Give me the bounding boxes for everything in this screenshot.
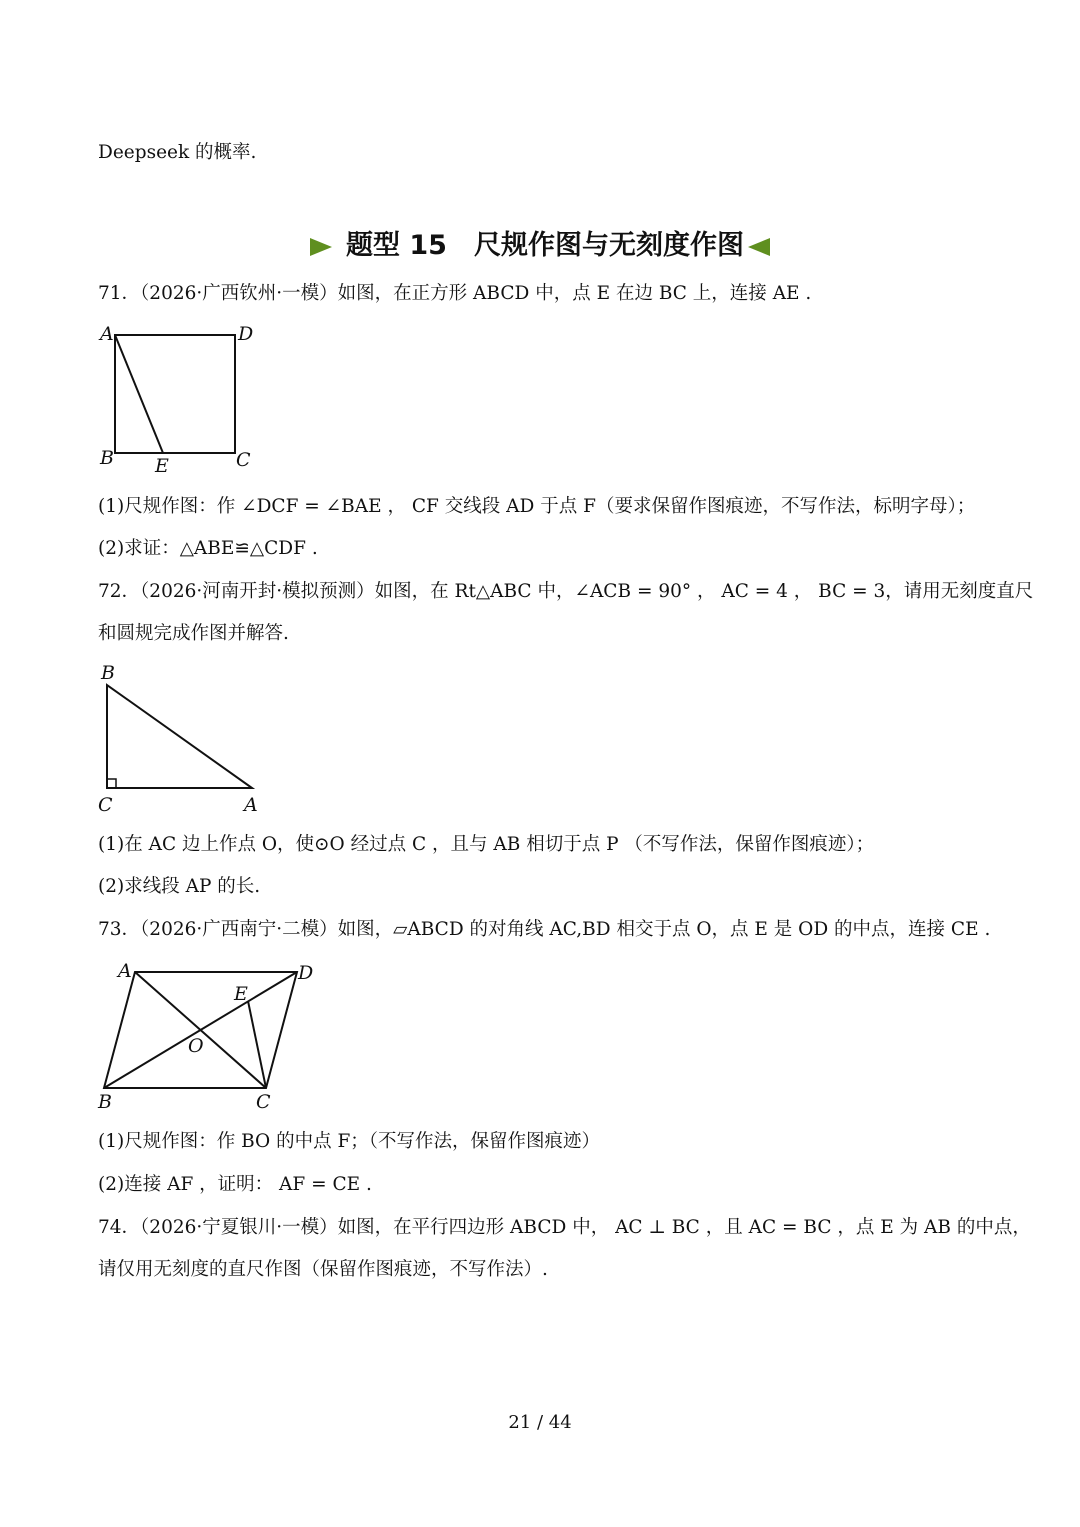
label-e: E bbox=[234, 983, 248, 1005]
label-a: A bbox=[244, 794, 258, 816]
problem-text: （2026·宁夏银川·一模）如图，在平行四边形 ABCD 中， AC ⊥ BC ，且 AC = BC ，点 E 为 AB 的中点， bbox=[140, 1217, 1031, 1238]
section-title bbox=[0, 226, 1080, 266]
label-d: D bbox=[298, 962, 314, 984]
label-c: C bbox=[98, 794, 113, 816]
problem-74-stem-line-1 bbox=[98, 1215, 1031, 1241]
problem-number: 72． bbox=[98, 581, 141, 602]
label-d: D bbox=[238, 323, 254, 345]
label-c: C bbox=[256, 1091, 271, 1113]
problem-74-stem-line-2: 请仅用无刻度的直尺作图（保留作图痕迹，不写作法）. bbox=[98, 1259, 548, 1280]
label-c: C bbox=[236, 449, 251, 471]
problem-72-stem-line-1 bbox=[98, 579, 1033, 605]
problem-text: （2026·河南开封·模拟预测）如图，在 Rt△ABC 中，∠ACB = 90° ， AC = 4 ， BC = 3，请用无刻度直尺 bbox=[140, 581, 1034, 602]
label-b: B bbox=[98, 1091, 112, 1113]
diagonal-bd bbox=[104, 972, 297, 1088]
section-title-text: 题型 15 尺规作图与无刻度作图 bbox=[346, 230, 744, 261]
segment-ae bbox=[115, 335, 163, 453]
label-o: O bbox=[188, 1035, 204, 1057]
left-triangle-icon bbox=[748, 238, 770, 256]
right-angle-mark bbox=[107, 779, 116, 788]
triangle-abc bbox=[107, 685, 252, 788]
label-a: A bbox=[118, 960, 132, 982]
page-number: 21 / 44 bbox=[508, 1412, 572, 1433]
label-b: B bbox=[101, 662, 115, 684]
right-triangle-icon bbox=[310, 238, 332, 256]
problem-number: 73． bbox=[98, 919, 141, 940]
problem-72-stem-line-2: 和圆规完成作图并解答. bbox=[98, 623, 289, 644]
label-a: A bbox=[100, 323, 114, 345]
problem-72-part-2: (2)求线段 AP 的长. bbox=[98, 876, 261, 897]
problem-72-part-1: (1)在 AC 边上作点 O，使⊙O 经过点 C ，且与 AB 相切于点 P （不写作法，保留作图痕迹）； bbox=[98, 834, 875, 855]
problem-number: 74． bbox=[98, 1217, 141, 1238]
problem-number: 71． bbox=[98, 283, 141, 304]
label-e: E bbox=[155, 455, 169, 477]
figure-72-right-triangle bbox=[90, 655, 280, 820]
problem-73-part-1: (1)尺规作图：作 BO 的中点 F；（不写作法，保留作图痕迹） bbox=[98, 1131, 601, 1152]
problem-text: （2026·广西钦州·一模）如图，在正方形 ABCD 中，点 E 在边 BC 上，连接 AE . bbox=[140, 283, 812, 304]
problem-73-part-2: (2)连接 AF ，证明： AF = CE . bbox=[98, 1174, 372, 1195]
problem-71-stem bbox=[98, 281, 811, 307]
top-fragment: Deepseek 的概率. bbox=[98, 142, 257, 163]
figure-71-square bbox=[90, 320, 270, 480]
label-b: B bbox=[100, 447, 114, 469]
problem-text: （2026·广西南宁·二模）如图，▱ABCD 的对角线 AC,BD 相交于点 O，点 E 是 OD 的中点，连接 CE . bbox=[140, 919, 991, 940]
square-abcd bbox=[115, 335, 235, 453]
problem-71-part-2: (2)求证：△ABE≌△CDF . bbox=[98, 538, 318, 559]
figure-73-parallelogram bbox=[90, 955, 330, 1115]
problem-71-part-1: (1)尺规作图：作 ∠DCF = ∠BAE ， CF 交线段 AD 于点 F（要求保留作图痕迹，不写作法，标明字母）； bbox=[98, 496, 976, 517]
problem-73-stem bbox=[98, 917, 990, 943]
